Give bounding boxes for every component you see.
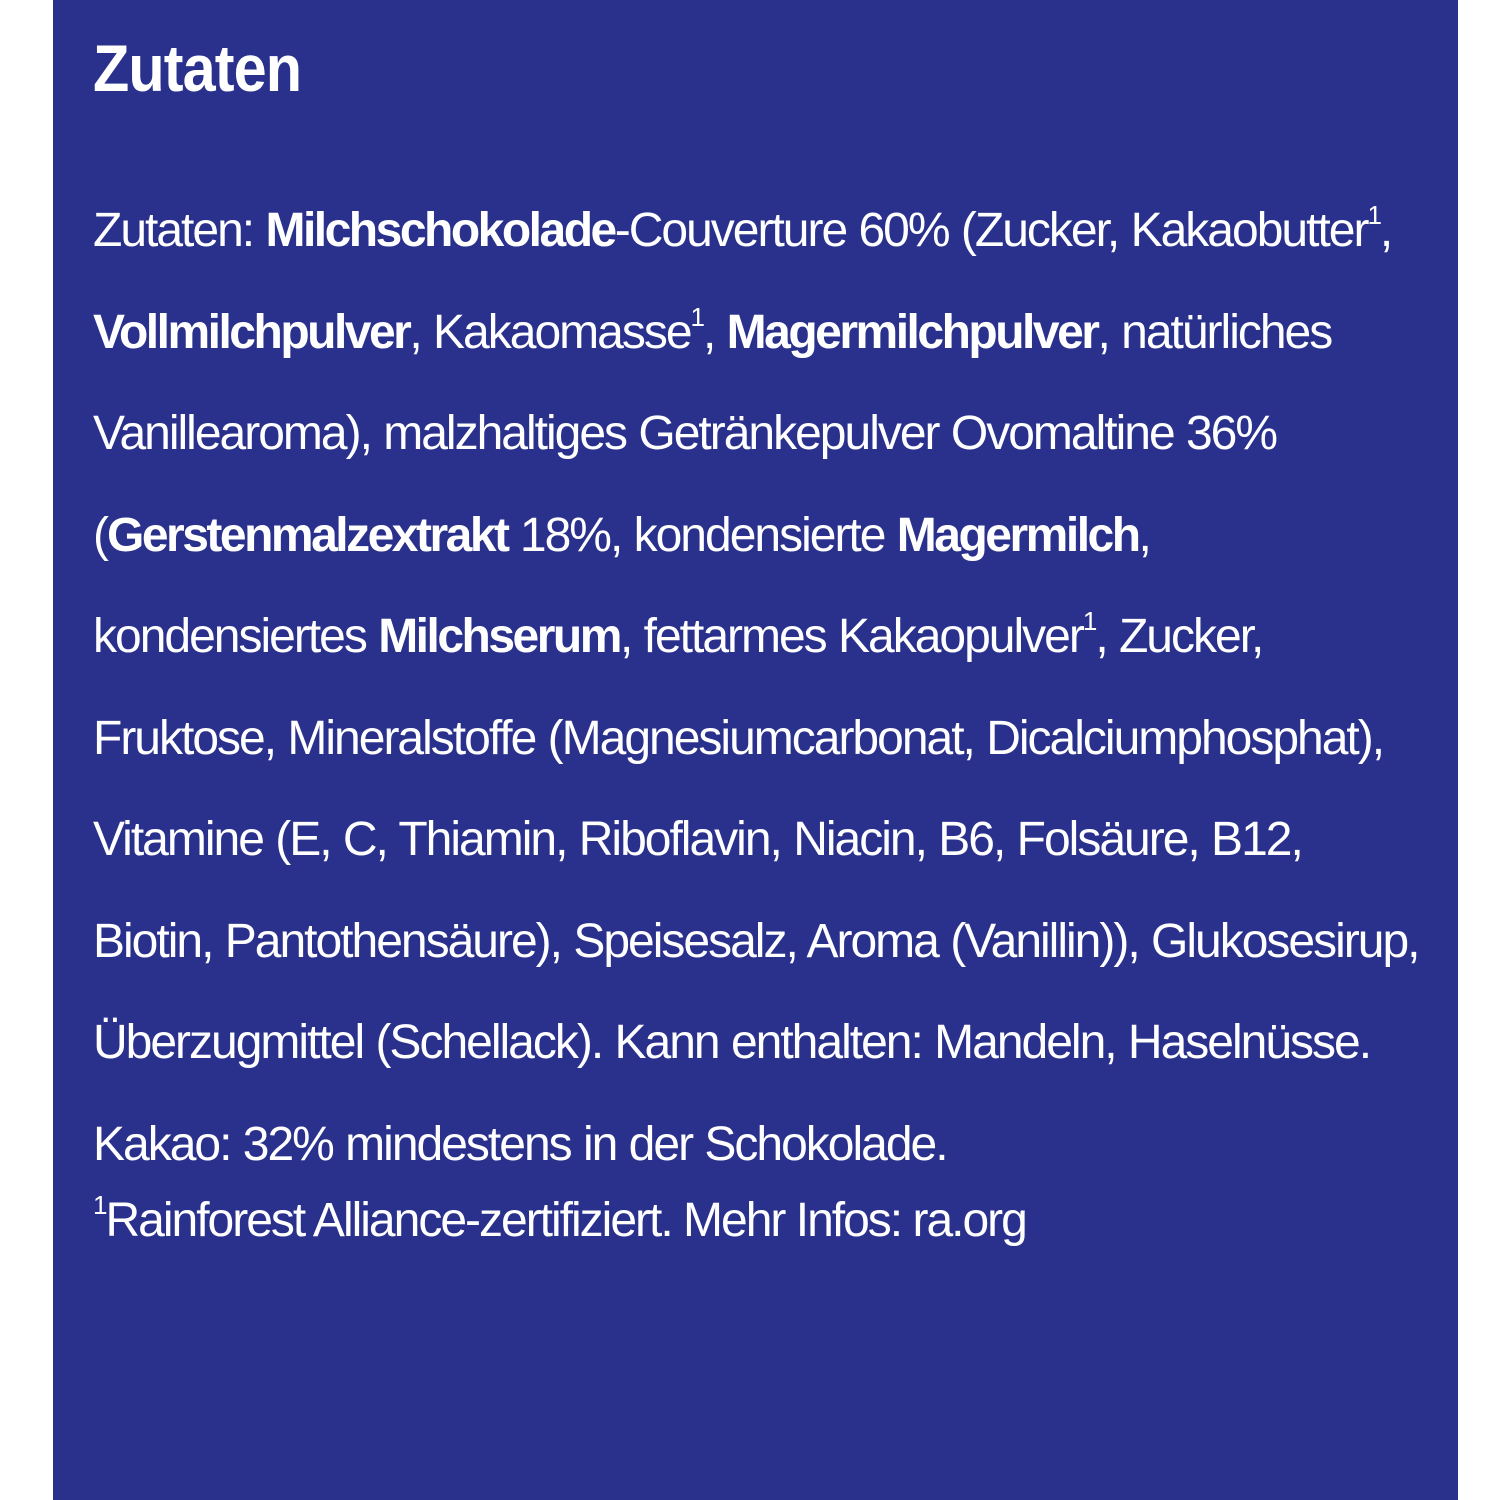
ingredient-text: 18%, kondensierte xyxy=(507,508,897,562)
allergen-milchserum: Milchserum xyxy=(378,610,620,663)
allergen-gerstenmalzextrakt: Gerstenmalzextrakt xyxy=(106,508,508,562)
footnote-marker: 1 xyxy=(690,301,703,332)
ingredient-text: , xyxy=(1379,204,1392,257)
footnote-marker: 1 xyxy=(93,1190,106,1220)
ingredients-text xyxy=(93,180,1433,1195)
ingredient-text: , Kakaomasse xyxy=(409,305,691,359)
ingredient-text: , fettarmes Kakaopulver xyxy=(619,610,1083,663)
footnote-marker: 1 xyxy=(1367,200,1380,230)
ingredient-text: , Zucker, Fruktose, Mineralstoffe (Magnesiumcarbonat, Dicalciumphosphat), Vitamine (E, C, Thiamin, Riboflavin, Niacin, B6, Folsäure, B12, Biotin, Pantothensäure), Speisesalz, Aroma (Vanillin)), Glukosesirup, Überzugmittel (Schellack). Kann enthalten: Mandeln, Haselnüsse. Kakao: 32% mindestens in der Schokolade. xyxy=(93,610,1419,1171)
allergen-magermilchpulver: Magermilchpulver xyxy=(726,305,1098,359)
ingredients-label: Zutaten: xyxy=(93,204,254,257)
allergen-magermilch: Magermilch xyxy=(896,508,1139,562)
ingredient-text: , xyxy=(702,305,727,359)
footnote xyxy=(93,1189,1428,1253)
panel-title: Zutaten xyxy=(93,31,302,105)
footnote-text: Rainforest Alliance-zertifiziert. Mehr Infos: ra.org xyxy=(105,1194,1026,1247)
footnote-marker: 1 xyxy=(1082,606,1096,636)
allergen-milchschokolade: Milchschokolade xyxy=(265,204,615,257)
ingredient-text: , natürliches Vanillearoma), malzhaltiges Getränkepulver Ovomaltine 36% ( xyxy=(93,305,1332,562)
allergen-vollmilchpulver: Vollmilchpulver xyxy=(93,305,410,359)
ingredient-text: , kondensiertes xyxy=(93,508,1150,663)
ingredient-text: -Couverture 60% (Zucker, Kakaobutter xyxy=(614,204,1368,257)
ingredients-panel xyxy=(53,0,1458,1500)
